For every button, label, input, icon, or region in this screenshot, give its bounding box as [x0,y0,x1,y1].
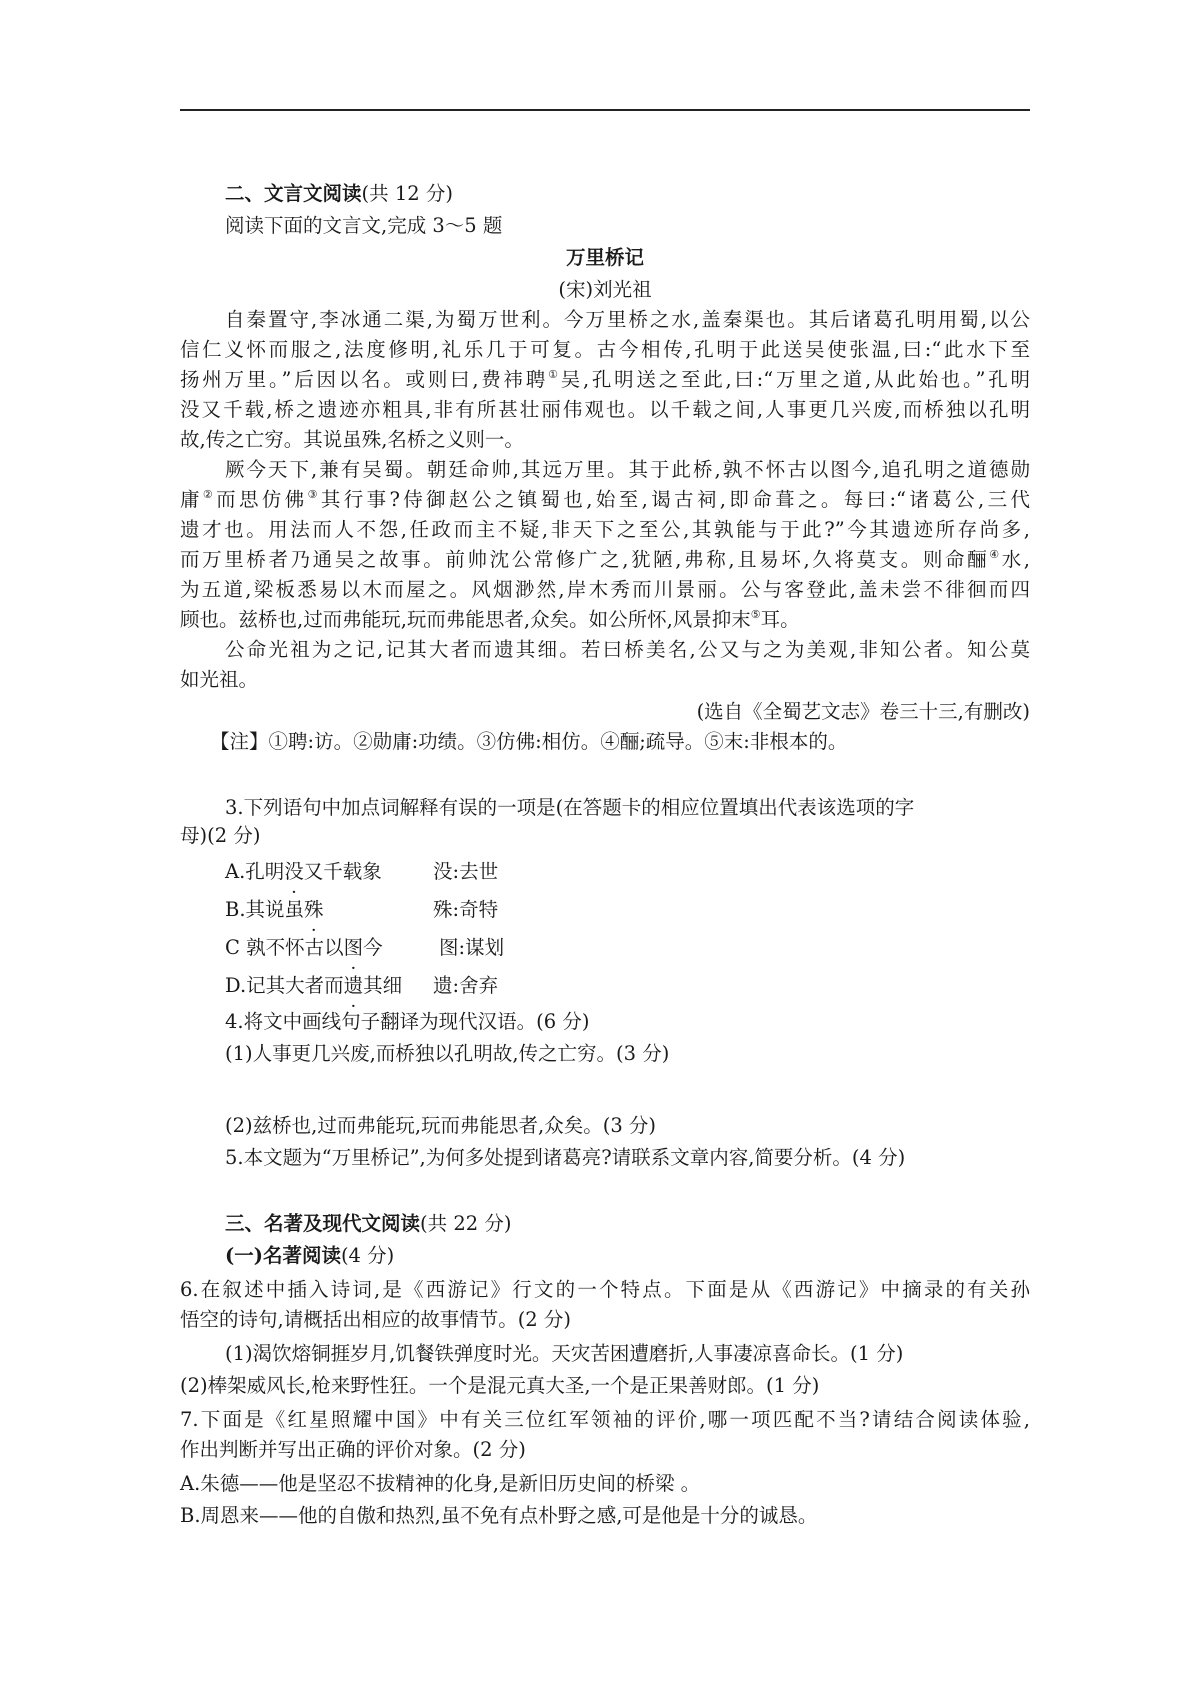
para1-line: 故,传之亡穷。其说虽殊,名桥之义则一。 [180,428,524,451]
q5-stem: 5.本文题为“万里桥记”,为何多处提到诸葛亮?请联系文章内容,简要分析。(4 分) [225,1146,906,1169]
para2-line: 遗才也。用法而人不怨,任政而主不疑,非天下之至公,其孰能与于此?”今其遗迹所存尚多, [180,518,1030,541]
para1-line: 信仁义怀而服之,法度修明,礼乐几于可复。古今相传,孔明于此送吴使张温,曰:“此水下至 [180,338,1030,361]
q6-sub2: (2)棒架威风长,枪来野性狂。一个是混元真大圣,一个是正果善财郎。(1 分) [180,1374,820,1397]
para2-line: 庸②而思仿佛③其行事?侍御赵公之镇蜀也,始至,谒古祠,即命葺之。每曰:“诸葛公,三代 [180,487,1030,511]
article-author: (宋)刘光祖 [558,278,652,301]
footnote-mark: ① [548,367,561,381]
para1-line: 自秦置守,李冰通二渠,为蜀万世利。今万里桥之水,盖秦渠也。其后诸葛孔明用蜀,以公 [225,308,1030,331]
q3-option-b: B.其说虽殊 [225,896,324,924]
para2-line: 顾也。兹桥也,过而弗能玩,玩而弗能思者,众矣。如公所怀,风景抑末⑤耳。 [180,607,800,631]
q3-option-d: D.记其大者而遗其细 [225,972,402,1000]
section2-score: (共 12 分) [361,182,453,205]
article-title: 万里桥记 [565,246,644,269]
q3-option-c: C 孰不怀古以图今 [225,934,383,962]
dotted-word: 没 [284,860,304,883]
article-source: (选自《全蜀艺文志》卷三十三,有删改) [696,700,1030,723]
section3-subheading: (一)名著阅读(4 分) [225,1244,395,1267]
q6-stem: 6.在叙述中插入诗词,是《西游记》行文的一个特点。下面是从《西游记》中摘录的有关孙 [180,1278,1030,1301]
header-rule [180,109,1030,111]
section2-title: 二、文言文阅读 [225,182,362,205]
para2-line: 厥今天下,兼有吴蜀。朝廷命帅,其远万里。其于此桥,孰不怀古以图今,追孔明之道德勋 [225,458,1030,481]
para2-line: 而万里桥者乃通吴之故事。前帅沈公常修广之,犹陋,弗称,且易坏,久将莫支。则命酾④水, [180,547,1030,571]
dotted-word: 殊 [304,898,324,921]
footnote-mark: ② [202,487,217,501]
q4-sub2: (2)兹桥也,过而弗能玩,玩而弗能思者,众矣。(3 分) [225,1114,657,1137]
para2-line: 为五道,梁板悉易以木而屋之。风烟渺然,岸木秀而川景丽。公与客登此,盖未尝不徘徊而四 [180,578,1030,601]
q6-stem-cont: 悟空的诗句,请概括出相应的故事情节。(2 分) [180,1308,572,1331]
q6-sub1: (1)渴饮熔铜捱岁月,饥餐铁弹度时光。天灾苦困遭磨折,人事凄凉喜命长。(1 分) [225,1342,904,1365]
q3-gloss-a: 没:去世 [433,860,499,883]
q7-option-a: A.朱德——他是坚忍不拔精神的化身,是新旧历史间的桥梁 。 [180,1472,701,1495]
q3-gloss-c: 图:谋划 [439,936,505,959]
footnote-mark: ③ [307,487,321,501]
section2-instruction: 阅读下面的文言文,完成 3～5 题 [225,214,503,237]
footnote-mark: ④ [989,547,1002,561]
q4-sub1: (1)人事更几兴废,而桥独以孔明故,传之亡穷。(3 分) [225,1042,670,1065]
q7-option-b: B.周恩来——他的自傲和热烈,虽不免有点朴野之感,可是他是十分的诚恳。 [180,1504,818,1527]
dotted-word: 图 [343,936,364,959]
q3-option-a: A.孔明没又千载象 [225,858,382,886]
section3-heading: 三、名著及现代文阅读(共 22 分) [225,1212,512,1235]
para3-line: 如光祖。 [180,668,259,691]
section2-heading [225,180,453,208]
para1-line: 扬州万里。”后因以名。或则曰,费祎聘①吴,孔明送之至此,曰:“万里之道,从此始也。”孔明 [180,367,1030,391]
para1-line: 没又千载,桥之遗迹亦粗具,非有所甚壮丽伟观也。以千载之间,人事更几兴废,而桥独以孔明 [180,398,1030,421]
q3-gloss-d: 遗:舍弃 [433,974,499,997]
footnote-mark: ⑤ [750,607,761,621]
q4-stem: 4.将文中画线句子翻译为现代汉语。(6 分) [225,1010,590,1033]
para3-line: 公命光祖为之记,记其大者而遗其细。若曰桥美名,公又与之为美观,非知公者。知公莫 [225,638,1030,661]
dotted-word: 遗 [343,974,364,997]
q7-stem: 7.下面是《红星照耀中国》中有关三位红军领袖的评价,哪一项匹配不当?请结合阅读体验, [180,1408,1030,1431]
q3-gloss-b: 殊:奇特 [433,898,499,921]
q7-stem-cont: 作出判断并写出正确的评价对象。(2 分) [180,1438,526,1461]
q3-stem: 3.下列语句中加点词解释有误的一项是(在答题卡的相应位置填出代表该选项的字 [225,796,915,819]
q3-stem-cont: 母)(2 分) [180,824,261,847]
footnotes: 【注】①聘:访。②勋庸:功绩。③仿佛:相仿。④酾;疏导。⑤末:非根本的。 [210,730,848,753]
